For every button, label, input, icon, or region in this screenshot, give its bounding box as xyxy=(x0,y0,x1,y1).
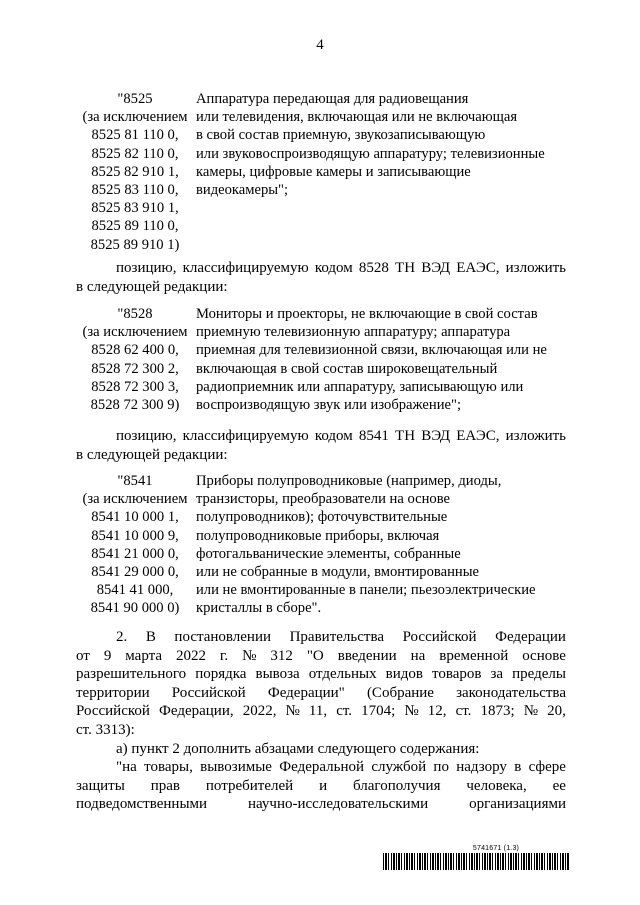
word: 2022, xyxy=(242,703,277,720)
section-line xyxy=(76,647,566,666)
word: (Собрание xyxy=(366,684,434,701)
description-line: включающая в свой состав широковещательный xyxy=(196,360,498,377)
description-line: Приборы полупроводниковые (например, диоды, xyxy=(196,473,502,489)
description-line: видеокамеры"; xyxy=(196,182,289,199)
word: 12, xyxy=(427,703,447,720)
word: 2022 xyxy=(175,647,206,664)
code-column xyxy=(76,305,194,414)
code-line: 8541 10 000 1, xyxy=(91,509,179,526)
word: вывоза xyxy=(255,666,300,683)
description-line: или телевидения, включающая или не включающая xyxy=(196,109,518,126)
code-line: (за исключением xyxy=(82,324,188,341)
section-2 xyxy=(76,628,566,814)
word: 11, xyxy=(308,703,328,720)
word: марта xyxy=(125,647,163,664)
description-line: или не вмонтированные в панели; пьезоэлектрические xyxy=(196,582,536,599)
section-line xyxy=(76,702,566,721)
word: позицию, xyxy=(116,428,177,444)
word: В xyxy=(145,629,156,645)
word: "на xyxy=(116,759,137,776)
code-column xyxy=(76,472,194,618)
barcode-bars xyxy=(383,853,569,870)
word: отдельных xyxy=(308,666,377,683)
word: № xyxy=(242,647,257,664)
code-line: 8525 82 910 1, xyxy=(91,163,179,180)
barcode-number: 5741671 (1.3) xyxy=(472,845,520,852)
word: 20, xyxy=(547,703,566,720)
word: за xyxy=(490,666,504,683)
word: законодательства xyxy=(456,684,566,701)
word: 2. xyxy=(116,629,128,645)
word: кодом xyxy=(314,260,353,276)
word: классифицируемую xyxy=(182,428,309,444)
word: Правительства xyxy=(289,629,384,645)
code-line: "8528 xyxy=(117,306,153,322)
word: службой xyxy=(371,759,427,776)
description-line: или не собранные в модули, вмонтированные xyxy=(196,564,479,581)
word: основе xyxy=(522,647,566,664)
word: кодом xyxy=(314,428,353,444)
word: порядка xyxy=(195,666,247,683)
word: подведомственными xyxy=(76,796,208,813)
word: ВЭД xyxy=(421,428,451,444)
word: видов xyxy=(385,666,423,683)
quote-line xyxy=(76,795,566,814)
code-line: (за исключением xyxy=(82,109,188,126)
word: в xyxy=(514,759,522,776)
word: ст. xyxy=(455,703,472,720)
code-line: 8525 83 110 0, xyxy=(91,182,179,199)
code-line: 8525 81 110 0, xyxy=(91,127,179,144)
position-paragraph-8528 xyxy=(76,259,566,296)
code-line: 8541 10 000 9, xyxy=(91,527,179,544)
code-line: 8525 82 110 0, xyxy=(91,145,179,162)
word: человека, xyxy=(466,777,527,794)
section-line xyxy=(76,684,566,703)
word: Российской xyxy=(402,629,477,645)
word: № xyxy=(523,703,539,720)
word: "О xyxy=(306,647,324,664)
code-line: 8528 62 400 0, xyxy=(91,342,179,359)
code-line: 8541 41 000, xyxy=(96,582,174,599)
section-line xyxy=(76,665,566,684)
word: 8541 xyxy=(358,428,389,444)
description-line: полупроводников); фоточувствительные xyxy=(196,509,448,526)
word: от xyxy=(76,647,90,664)
description-line: в свой состав приемную, звукозаписывающую xyxy=(196,127,486,144)
code-entry-8528 xyxy=(76,305,566,414)
code-column xyxy=(76,90,194,254)
word: 8528 xyxy=(358,260,389,276)
barcode xyxy=(383,845,569,870)
word: защиты xyxy=(76,777,125,794)
word: классифицируемую xyxy=(182,260,309,276)
word: 9 xyxy=(103,647,112,664)
word: № xyxy=(285,703,300,720)
code-line: 8525 89 110 0, xyxy=(91,218,179,235)
word: по xyxy=(433,759,449,776)
description-line: Мониторы и проекторы, не включающие в свой состав xyxy=(196,306,538,322)
subpoint-a: а) пункт 2 дополнить абзацами следующего содержания: xyxy=(116,740,480,757)
word: ВЭД xyxy=(421,260,451,276)
word: товары, xyxy=(144,759,193,776)
description-column xyxy=(194,305,566,414)
word: вывозимые xyxy=(200,759,272,776)
paragraph-line: в следующей редакции: xyxy=(76,278,228,295)
word: научно-исследовательскими xyxy=(248,796,429,813)
word: и xyxy=(319,777,328,794)
word: на xyxy=(410,647,426,664)
word: сфере xyxy=(528,759,566,776)
description-line: воспроизводящую звук или изображение"; xyxy=(196,397,462,414)
word: Российской xyxy=(76,703,150,720)
word: благополучия xyxy=(353,777,441,794)
code-line: 8541 21 000 0, xyxy=(91,545,179,562)
word: ЕАЭС, xyxy=(456,428,500,444)
word: пределы xyxy=(512,666,566,683)
word: организациями xyxy=(469,796,566,813)
description-line: транзисторы, преобразователи на основе xyxy=(196,491,450,508)
word: 312 xyxy=(270,647,293,664)
section-line xyxy=(76,628,566,647)
description-line: приемная для телевизионной связи, включающая или не xyxy=(196,342,547,359)
word: ее xyxy=(552,777,566,794)
code-line: "8525 xyxy=(117,91,153,107)
word: прав xyxy=(150,777,180,794)
section-line: ст. 3313): xyxy=(76,721,135,738)
word: товаров xyxy=(431,666,482,683)
word: № xyxy=(404,703,419,720)
description-column xyxy=(194,472,566,618)
code-entry-8541 xyxy=(76,472,566,618)
word: г. xyxy=(219,647,229,664)
paragraph-line xyxy=(76,259,566,278)
word: постановлении xyxy=(174,629,272,645)
word: надзору xyxy=(456,759,507,776)
word: Федерации xyxy=(495,629,566,645)
word: Федерации" xyxy=(267,684,345,701)
code-line: (за исключением xyxy=(82,491,188,508)
description-line: радиоприемник или аппаратуру, записывающую или xyxy=(196,378,524,395)
word: Федеральной xyxy=(279,759,365,776)
description-line: или звуковоспроизводящую аппаратуру; телевизионные xyxy=(196,145,545,162)
description-line: Аппаратура передающая для радиовещания xyxy=(196,91,469,107)
quote-line xyxy=(76,777,566,796)
word: территории xyxy=(76,684,150,701)
description-line: фотогальванические элементы, собранные xyxy=(196,545,461,562)
word: позицию, xyxy=(116,260,177,276)
code-line: "8541 xyxy=(117,473,153,489)
word: изложить xyxy=(505,260,566,276)
code-line: 8525 89 910 1) xyxy=(90,236,180,253)
word: ЕАЭС, xyxy=(456,260,500,276)
page-number: 4 xyxy=(316,37,324,53)
code-line: 8528 72 300 9) xyxy=(90,397,180,414)
paragraph-line: в следующей редакции: xyxy=(76,446,228,463)
word: введении xyxy=(337,647,397,664)
word: ТН xyxy=(395,260,416,276)
word: Российской xyxy=(171,684,246,701)
code-line: 8541 90 000 0) xyxy=(90,600,180,617)
code-line: 8528 72 300 2, xyxy=(91,360,179,377)
code-line: 8528 72 300 3, xyxy=(91,378,179,395)
word: ст. xyxy=(336,703,353,720)
quote-line xyxy=(76,758,566,777)
description-line: приемную телевизионную аппаратуру; аппаратура xyxy=(196,324,511,341)
word: потребителей xyxy=(205,777,294,794)
word: ТН xyxy=(395,428,416,444)
code-line: 8525 83 910 1, xyxy=(91,200,179,217)
code-line: 8541 29 000 0, xyxy=(91,564,179,581)
description-line: полупроводниковые приборы, включая xyxy=(196,527,440,544)
word: 1873; xyxy=(480,703,515,720)
description-column xyxy=(194,90,566,254)
word: 1704; xyxy=(361,703,396,720)
paragraph-line xyxy=(76,427,566,446)
code-entry-8525 xyxy=(76,90,566,254)
word: разрешительного xyxy=(76,666,187,683)
word: Федерации, xyxy=(159,703,234,720)
word: изложить xyxy=(505,428,566,444)
position-paragraph-8541 xyxy=(76,427,566,464)
word: временной xyxy=(439,647,509,664)
description-line: камеры, цифровые камеры и записывающие xyxy=(196,163,471,180)
description-line: кристаллы в сборе". xyxy=(196,600,322,617)
